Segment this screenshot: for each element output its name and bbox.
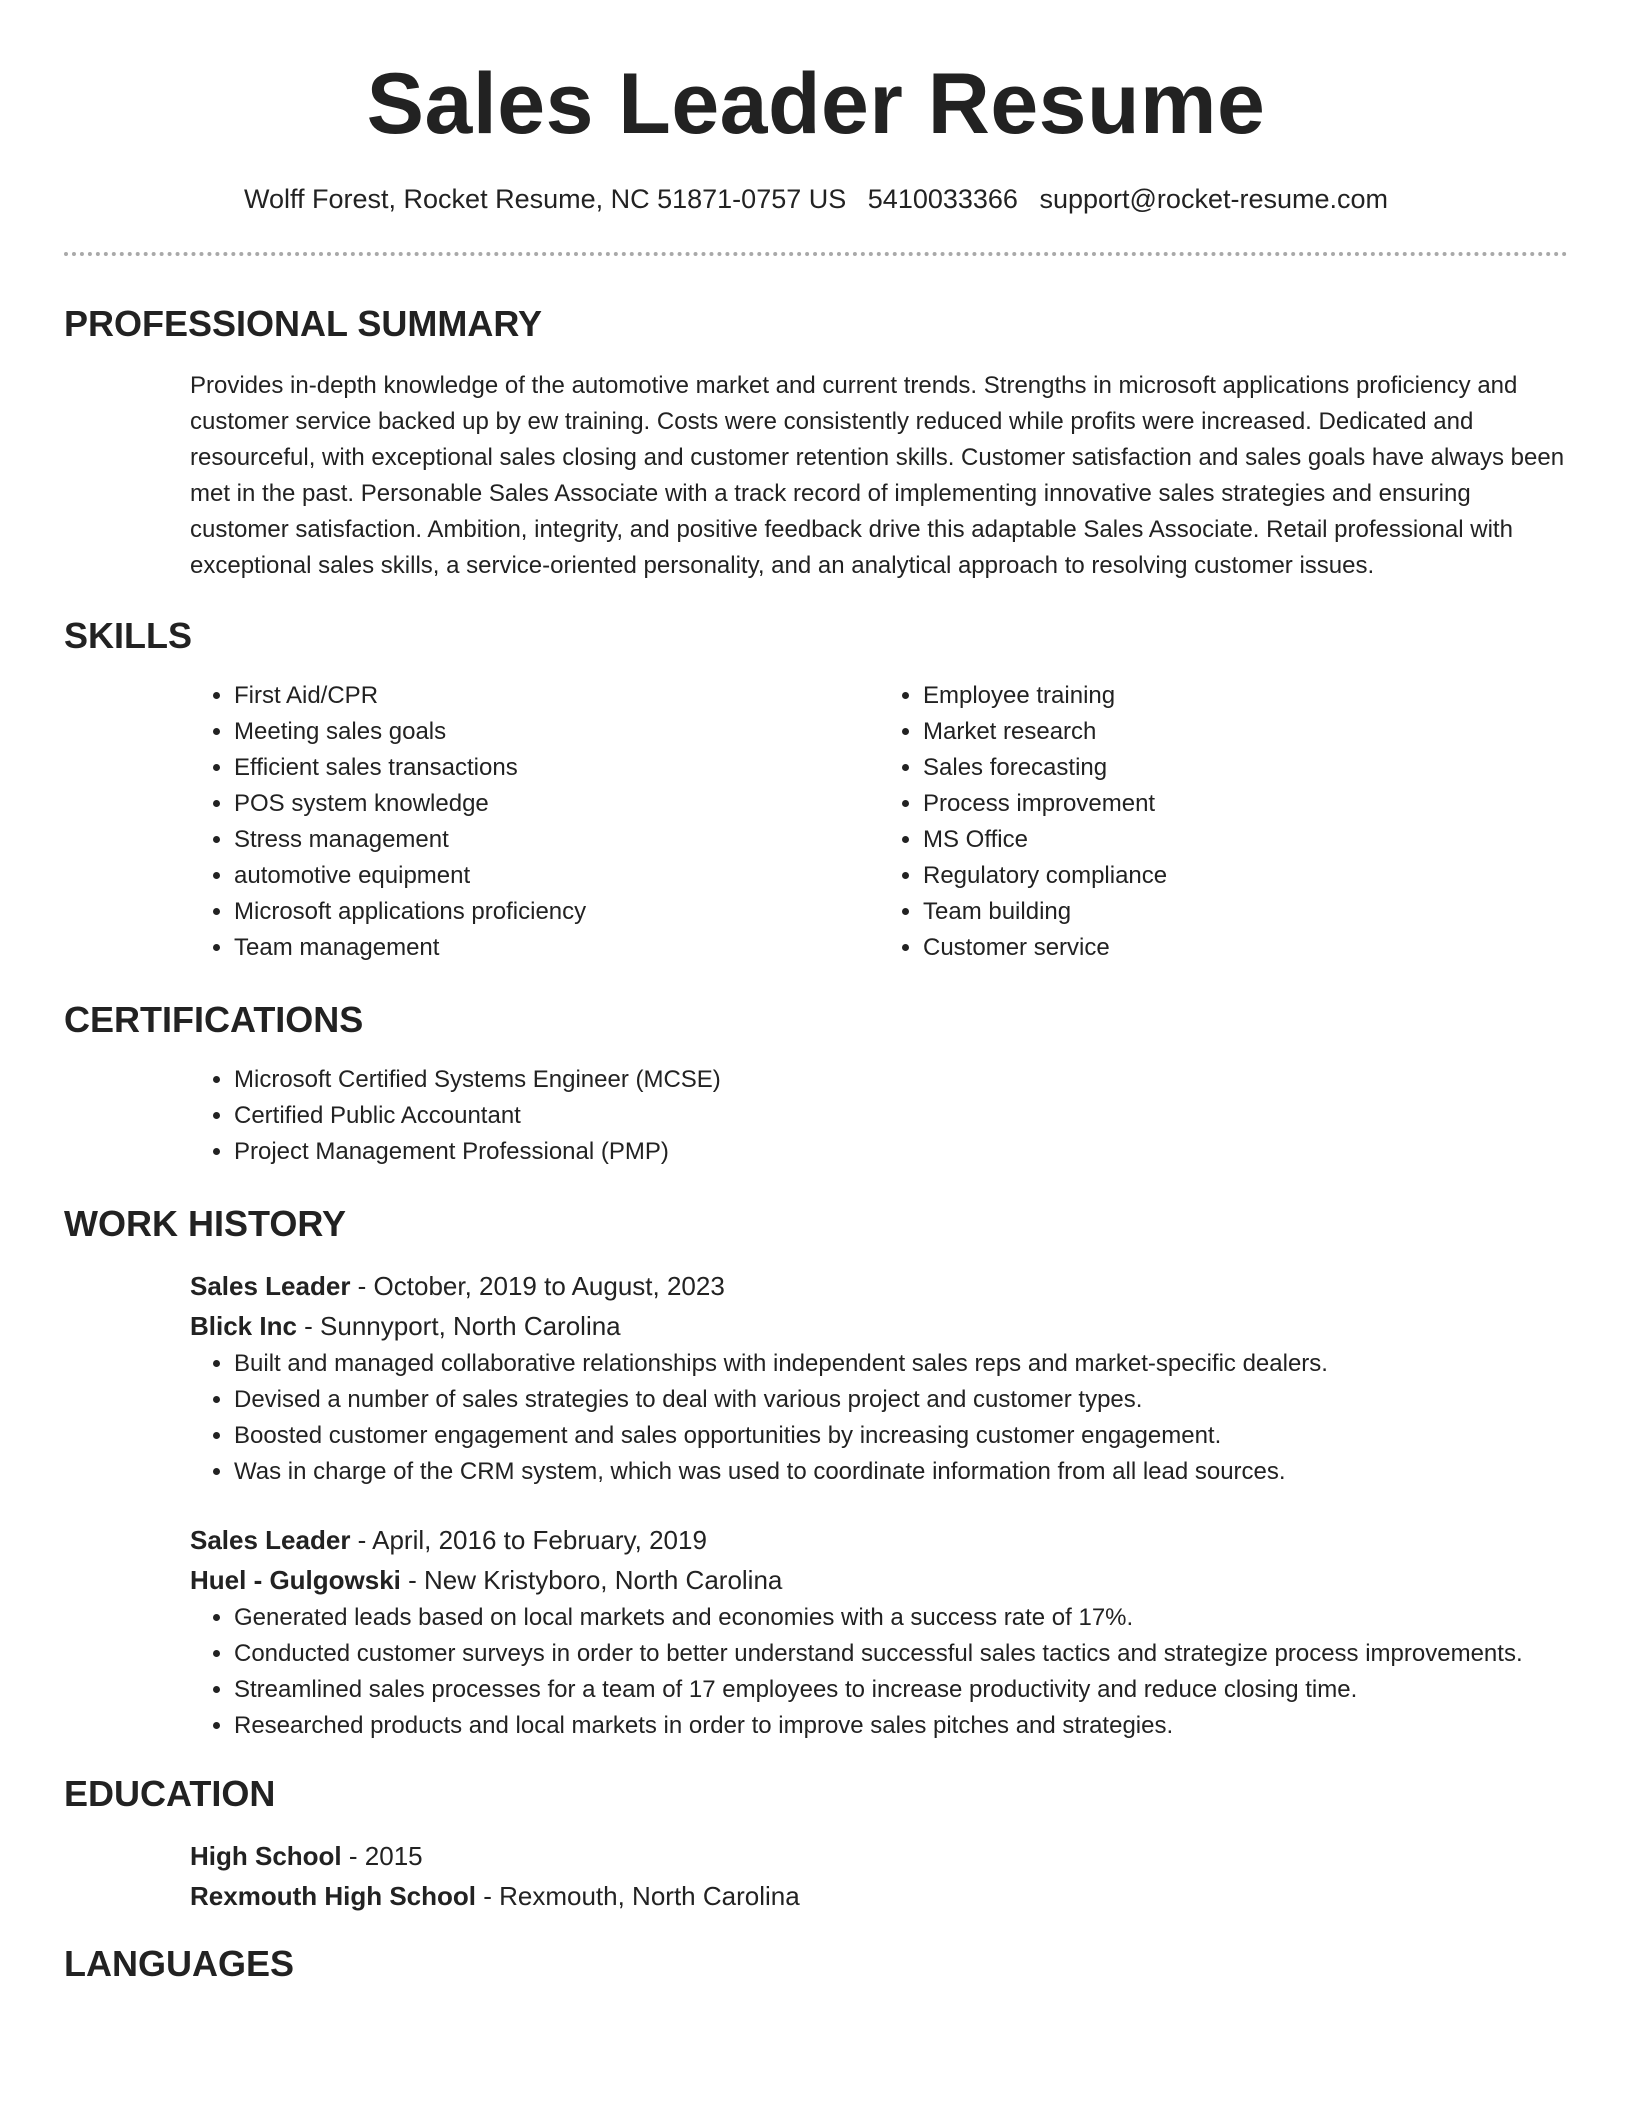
job-bullet: • Boosted customer engagement and sales opportunities by increasing customer engagement. (234, 1418, 1568, 1454)
languages-heading: LANGUAGES (64, 1943, 295, 1984)
languages-section (64, 1942, 1568, 1986)
job-title-line (190, 1266, 1568, 1306)
skill-item: • Stress management (234, 822, 879, 858)
skill-item: • Team management (234, 930, 879, 966)
education-school-line (190, 1876, 1568, 1916)
education-school: Rexmouth High School (190, 1881, 476, 1911)
certification-item: • Microsoft Certified Systems Engineer (MCSE) (234, 1062, 1568, 1098)
contact-line (64, 182, 1568, 216)
job-bullet: • Devised a number of sales strategies to deal with various project and customer types. (234, 1382, 1568, 1418)
contact-address: Wolff Forest, Rocket Resume, NC 51871-0757 US (243, 184, 847, 214)
summary-section (64, 302, 1568, 584)
skill-item: • Efficient sales transactions (234, 750, 879, 786)
job-title-line (190, 1520, 1568, 1560)
job-bullets (190, 1346, 1568, 1490)
job-bullet: • Built and managed collaborative relationships with independent sales reps and market-specific dealers. (234, 1346, 1568, 1382)
skill-item: • POS system knowledge (234, 786, 879, 822)
education-degree: High School (190, 1841, 342, 1871)
resume-title: Sales Leader Resume (366, 56, 1266, 152)
job-company: Blick Inc (190, 1311, 297, 1341)
job-location: - New Kristyboro, North Carolina (400, 1565, 783, 1595)
skills-heading: SKILLS (64, 615, 193, 656)
skill-item: • Team building (923, 894, 1568, 930)
job-dates: - October, 2019 to August, 2023 (350, 1271, 725, 1301)
certification-item: • Certified Public Accountant (234, 1098, 1568, 1134)
skill-item: • Employee training (923, 678, 1568, 714)
skills-section (64, 614, 1568, 966)
skill-item: • automotive equipment (234, 858, 879, 894)
education-entry (190, 1836, 1568, 1916)
skill-item: • Process improvement (923, 786, 1568, 822)
contact-email: support@rocket-resume.com (1039, 184, 1388, 214)
skill-item: • Sales forecasting (923, 750, 1568, 786)
job-location: - Sunnyport, North Carolina (296, 1311, 621, 1341)
job-entry (190, 1266, 1568, 1490)
skill-item: • Microsoft applications proficiency (234, 894, 879, 930)
skill-item: • Regulatory compliance (923, 858, 1568, 894)
job-company-line (190, 1306, 1568, 1346)
job-bullet: • Generated leads based on local markets and economies with a success rate of 17%. (234, 1600, 1568, 1636)
job-bullet: • Conducted customer surveys in order to better understand successful sales tactics and strategize process improvements. (234, 1636, 1568, 1672)
education-degree-line (190, 1836, 1568, 1876)
certifications-body (190, 1062, 1568, 1170)
education-year: - 2015 (341, 1841, 423, 1871)
education-location: - Rexmouth, North Carolina (476, 1881, 800, 1911)
job-bullet: • Was in charge of the CRM system, which was used to coordinate information from all lead sources. (234, 1454, 1568, 1490)
skill-item: • Customer service (923, 930, 1568, 966)
job-company: Huel - Gulgowski (190, 1565, 401, 1595)
work-history-section (64, 1202, 1568, 1744)
skill-item: • Market research (923, 714, 1568, 750)
job-title: Sales Leader (190, 1271, 351, 1301)
skills-left-list (190, 678, 879, 966)
summary-text: Provides in-depth knowledge of the automotive market and current trends. Strengths in microsoft applications proficiency and customer service backed up by ew training. Costs were consistently reduced while profits were increased. Dedicated and resourceful, with exceptional sales closing and customer retention skills. Customer satisfaction and sales goals have always been met in the past. Personable Sales Associate with a track record of implementing innovative sales strategies and ensuring customer satisfaction. Ambition, integrity, and positive feedback drive this adaptable Sales Associate. Retail professional with exceptional sales skills, a service-oriented personality, and an analytical approach to resolving customer issues. (190, 372, 1565, 579)
skills-right-list (879, 678, 1568, 966)
education-section (64, 1772, 1568, 1916)
job-company-line (190, 1560, 1568, 1600)
job-bullet: • Researched products and local markets in order to improve sales pitches and strategies. (234, 1708, 1568, 1744)
certifications-heading: CERTIFICATIONS (64, 999, 364, 1040)
skill-item: • MS Office (923, 822, 1568, 858)
skill-item: • Meeting sales goals (234, 714, 879, 750)
education-heading: EDUCATION (64, 1773, 276, 1814)
certification-item: • Project Management Professional (PMP) (234, 1134, 1568, 1170)
skill-item: • First Aid/CPR (234, 678, 879, 714)
job-bullet: • Streamlined sales processes for a team of 17 employees to increase productivity and reduce closing time. (234, 1672, 1568, 1708)
certifications-list (190, 1062, 1568, 1170)
skills-columns (190, 678, 1568, 966)
header-divider (64, 252, 1568, 256)
work-history-heading: WORK HISTORY (64, 1203, 347, 1244)
contact-phone: 5410033366 (867, 184, 1018, 214)
certifications-section (64, 998, 1568, 1170)
summary-heading: PROFESSIONAL SUMMARY (64, 303, 543, 344)
job-entry (190, 1520, 1568, 1744)
job-title: Sales Leader (190, 1525, 351, 1555)
job-bullets (190, 1600, 1568, 1744)
job-dates: - April, 2016 to February, 2019 (350, 1525, 707, 1555)
